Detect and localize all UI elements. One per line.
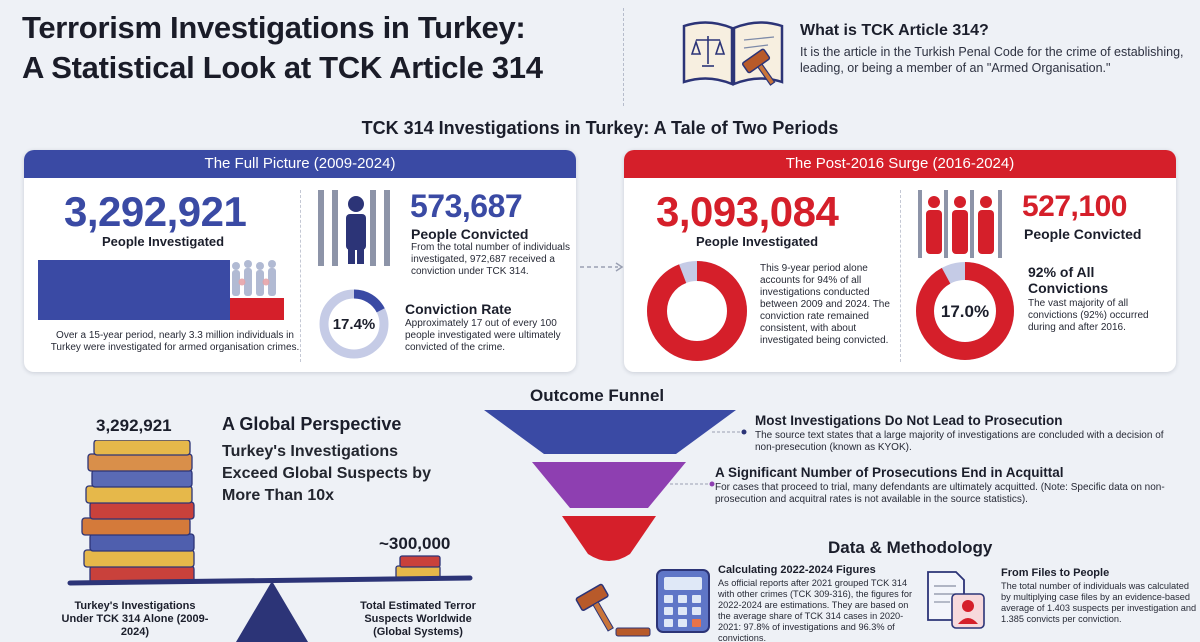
full-picture-heading: The Full Picture (2009-2024) [24,150,576,178]
funnel-item1-title: Most Investigations Do Not Lead to Prosecution [755,413,1063,428]
funnel-stage-convictions [562,516,656,561]
post-2016-panel [624,150,1176,372]
prisoners-icon [914,190,1006,258]
post-share-note: This 9-year period alone accounts for 94% of all investigations conducted between 2009 and 2024. The conviction rate remained consistent, with about investigated being convicted. [760,263,890,346]
files-title: From Files to People [1001,567,1110,579]
convicted-note: From the total number of individuals investigated, 972,687 received a conviction under TCK 314. [411,242,570,277]
convicted-number: 573,687 [410,188,523,224]
prison-bars-icon [314,190,398,266]
files-description: The total number of individuals was calculated by multiplying case files by an evidence-based average of 1.403 suspects per investigation and 1.385 convicts per conviction. [1001,581,1197,624]
investigated-number: 3,292,921 [64,188,247,235]
calc-description: As official reports after 2021 grouped TCK 314 with other crimes (TCK 309-316), the figures for 2022-2024 are estimations. They are based on the average share of TCK 314 cases in 2020-2021: 97.8% of investigations and 96.3% of convictions. [718,578,913,642]
convicted-label: People Convicted [411,226,529,242]
global-suspects-label: Total Estimated Terror Suspects Worldwide (Global Systems) [360,600,476,638]
conviction-rate-title: Conviction Rate [405,301,512,317]
books-count: 3,292,921 [96,416,172,435]
investigated-note: Over a 15-year period, nearly 3.3 million individuals in Turkey were investigated for armed organisation crimes. [50,330,300,353]
conviction-rate-donut [318,288,390,360]
post-convicted-number: 527,100 [1022,190,1127,223]
post-share-desc: The vast majority of all convictions (92%) occurred during and after 2016. [1028,298,1149,333]
post-2016-heading: The Post-2016 Surge (2016-2024) [624,150,1176,178]
law-book-gavel-icon [678,10,788,88]
title-line-1: Terrorism Investigations in Turkey: [22,10,526,45]
outcome-funnel-title: Outcome Funnel [530,386,665,405]
book-stack-tall [82,440,194,583]
calculator-icon [655,568,711,634]
methodology-title: Data & Methodology [828,538,993,557]
conviction-rate-value: 17.4% [332,316,376,333]
conviction-rate-note: Approximately 17 out of every 100 people investigated were ultimately convicted of the crime. [405,318,561,353]
what-is-article-title: What is TCK Article 314? [800,22,989,39]
book-stack-small [396,556,440,578]
title-line-2: A Statistical Look at TCK Article 314 [22,50,543,85]
global-perspective-subtitle: Turkey's Investigations Exceed Global Suspects by More Than 10x [222,443,431,504]
investigated-crowd-bar [38,258,286,320]
turkey-investigations-label: Turkey's Investigations Under TCK 314 Alone (2009-2024) [61,600,209,638]
left-panel-divider [300,190,301,362]
funnel-item1-desc: The source text states that a large majority of investigations are concluded with a decision of non-presecution (known as KYOK). [755,430,1164,453]
calc-title: Calculating 2022-2024 Figures [718,564,876,576]
what-is-article-description: It is the article in the Turkish Penal Code for the crime of establishing, leading, or being a member of an "Armed Organisation." [800,45,1184,75]
page-title [22,8,622,88]
header-divider [623,8,624,106]
post-investigated-label: People Investigated [696,234,819,249]
global-suspects-count: ~300,000 [379,534,451,553]
post-convicted-label: People Convicted [1024,226,1142,242]
files-to-people-icon [924,566,988,632]
full-picture-panel [24,150,576,372]
funnel-stage-investigations [484,410,736,454]
post-rate-value: 17.0% [940,302,990,321]
investigation-share-donut [644,258,750,364]
post-share-title: 92% of All Convictions [1028,264,1109,296]
conviction-share-donut [912,258,1018,364]
post-investigated-number: 3,093,084 [656,188,839,235]
right-panel-divider [900,190,901,362]
section-title: TCK 314 Investigations in Turkey: A Tale of Two Periods [361,118,839,138]
global-perspective-title: A Global Perspective [222,414,402,434]
right-arrow-icon [578,262,624,272]
funnel-item2-title: A Significant Number of Prosecutions End in Acquittal [715,465,1064,480]
funnel-item2-desc: For cases that proceed to trial, many defendants are ultimately acquitted. (Note: Specific data on non-prosecution and acquitral rates is not available in the source statistics). [715,482,1165,505]
investigated-label: People Investigated [102,234,225,249]
funnel-stage-prosecutions [532,462,686,508]
